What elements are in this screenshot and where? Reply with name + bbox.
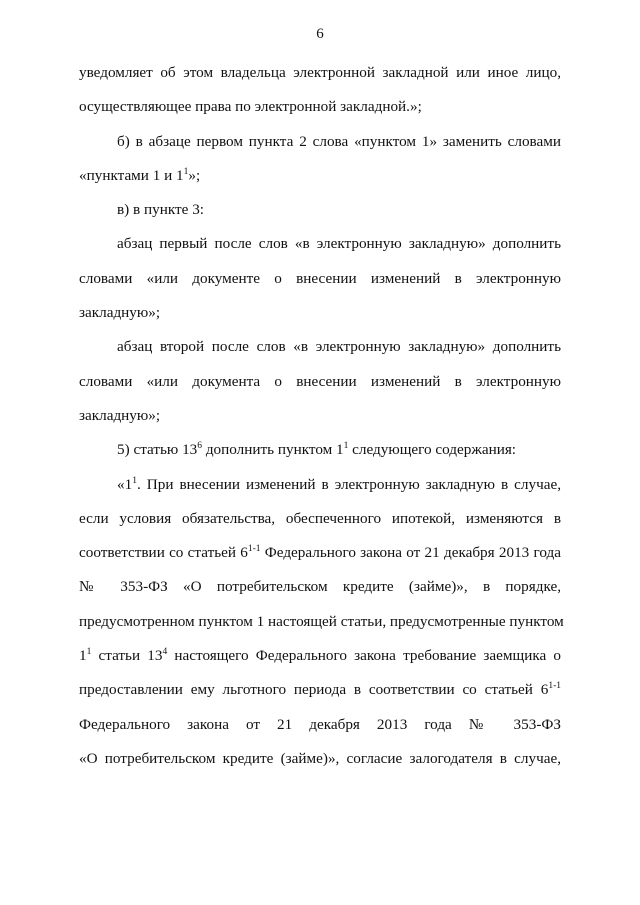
text-line xyxy=(79,570,561,604)
text-line xyxy=(79,605,564,639)
text-line xyxy=(79,296,561,330)
superscript: 1 xyxy=(343,441,349,452)
text-segment: соответствии со статьей 6 xyxy=(79,544,248,562)
text-segment: «1 xyxy=(117,475,133,493)
text-segment: осуществляющее права по электронной закладной.»; xyxy=(79,98,422,116)
text-segment: 1 xyxy=(79,647,87,665)
superscript: 4 xyxy=(162,647,168,658)
text-segment: дополнить пунктом 1 xyxy=(202,441,344,459)
superscript: 1-1 xyxy=(247,544,261,555)
superscript: 1 xyxy=(183,166,189,177)
superscript: 6 xyxy=(197,441,203,452)
text-segment: № 353-ФЗ «О потребительском кредите (займе)», в порядке, xyxy=(79,578,561,596)
text-segment: . При внесении изменений в электронную закладную в случае, xyxy=(136,475,561,493)
text-segment: абзац второй после слов «в электронную закладную» дополнить xyxy=(117,338,561,356)
text-segment: настоящего Федерального закона требование заемщика о xyxy=(167,647,561,665)
text-segment: в) в пункте 3: xyxy=(117,201,205,219)
text-line xyxy=(79,125,561,159)
text-line xyxy=(79,90,561,124)
text-segment: предоставлении ему льготного периода в соответствии со статьей 6 xyxy=(79,681,549,699)
text-line xyxy=(79,708,561,742)
text-line xyxy=(79,193,561,227)
text-segment: закладную»; xyxy=(79,304,161,322)
text-line xyxy=(79,262,561,296)
text-line xyxy=(79,433,561,467)
text-line xyxy=(79,742,561,776)
document-body xyxy=(79,56,564,776)
text-segment: уведомляет об этом владельца электронной закладной или иное лицо, xyxy=(79,64,561,81)
superscript: 1 xyxy=(132,475,137,486)
page-number: 6 xyxy=(316,26,324,42)
text-segment: абзац первый после слов «в электронную закладную» дополнить xyxy=(117,235,561,253)
text-line xyxy=(79,227,561,261)
text-line xyxy=(79,536,561,570)
text-segment: словами «или документе о внесении изменений в электронную xyxy=(79,269,561,287)
text-segment: «пунктами 1 и 1 xyxy=(79,166,184,184)
text-segment: закладную»; xyxy=(79,406,161,424)
text-line xyxy=(79,639,561,673)
text-segment: словами «или документа о внесении изменений в электронную xyxy=(79,372,561,390)
text-line xyxy=(79,159,561,193)
text-segment: следующего содержания: xyxy=(348,441,517,459)
text-line xyxy=(79,673,561,707)
text-segment: Федерального закона от 21 декабря 2013 года № 353-ФЗ xyxy=(79,715,561,733)
text-line xyxy=(79,330,561,364)
superscript: 1 xyxy=(86,647,92,658)
text-segment: Федерального закона от 21 декабря 2013 года xyxy=(260,544,561,562)
text-segment: «О потребительском кредите (займе)», согласие залогодателя в случае, xyxy=(79,749,561,767)
text-line xyxy=(79,502,561,536)
text-line xyxy=(79,468,561,502)
text-segment: 5) статью 13 xyxy=(117,441,198,459)
text-segment: статьи 13 xyxy=(91,647,163,665)
superscript: 1-1 xyxy=(548,681,561,692)
text-segment: если условия обязательства, обеспеченного ипотекой, изменяются в xyxy=(79,509,561,527)
text-segment: предусмотренном пунктом 1 настоящей статьи, предусмотренные пунктом xyxy=(79,612,564,630)
text-line xyxy=(79,399,561,433)
text-line xyxy=(79,56,561,90)
text-segment: б) в абзаце первом пункта 2 слова «пунктом 1» заменить словами xyxy=(117,132,561,150)
text-segment: »; xyxy=(188,166,201,184)
text-line xyxy=(79,365,561,399)
